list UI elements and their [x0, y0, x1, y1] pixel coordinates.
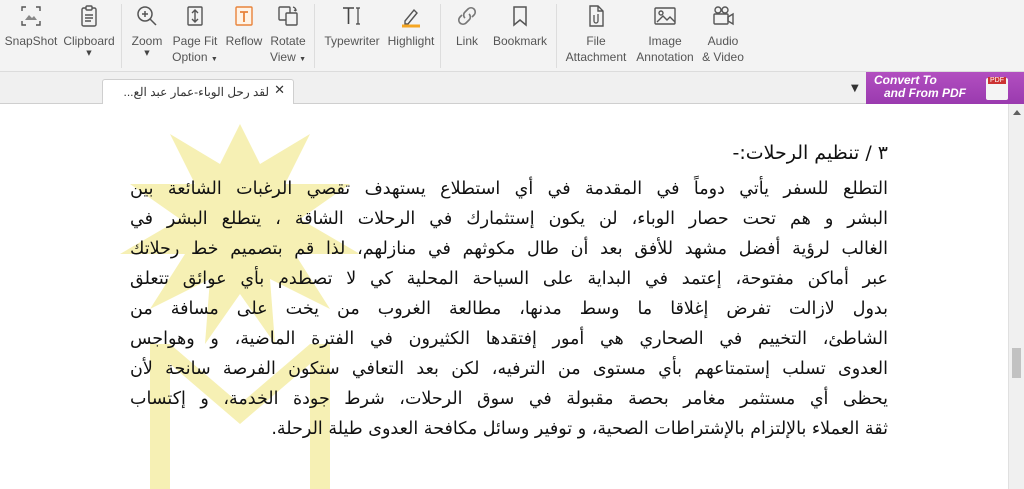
toolbar-separator	[440, 4, 441, 68]
file-attachment-label	[566, 33, 627, 65]
image-annotation-icon	[652, 3, 678, 29]
zoom-dropdown-icon[interactable]: ▼	[144, 49, 150, 57]
zoom-label: Zoom	[131, 34, 163, 48]
toolbar-separator	[314, 4, 315, 68]
document-text-content	[130, 140, 888, 444]
document-page[interactable]	[0, 104, 1008, 489]
audio-video-button[interactable]	[700, 0, 746, 72]
rotate-view-label-line1: Rotate	[270, 34, 306, 48]
page-fit-icon	[182, 3, 208, 29]
ribbon-toolbar	[0, 0, 1024, 72]
toolbar-separator	[556, 4, 557, 68]
page-fit-option-button[interactable]	[170, 0, 220, 72]
scroll-up-arrow-icon[interactable]	[1013, 110, 1021, 115]
typewriter-icon	[339, 3, 365, 29]
paragraph-line: الشاطئ، التخييم في الصحاري هي أمور إفتقدها الكثيرون في الفترة الماضية، و وهواجس	[130, 329, 888, 349]
tab-list-dropdown-icon[interactable]: ▼	[851, 83, 859, 94]
paragraph-line: الغالب لرؤية أفضل مشهد للأفق بعد أن طال مكوثهم في منازلهم، لذا قم بتصميم خط رحلاتك	[130, 239, 888, 259]
audio-video-icon	[710, 3, 736, 29]
file-attachment-button[interactable]	[562, 0, 630, 72]
rotate-view-label-line2	[270, 49, 306, 65]
highlight-icon	[398, 3, 424, 29]
clipboard-button[interactable]	[62, 0, 116, 72]
document-tab[interactable]	[102, 79, 294, 105]
convert-banner-text	[874, 74, 966, 100]
bookmark-icon	[507, 3, 533, 29]
rotate-view-button[interactable]	[266, 0, 310, 72]
zoom-button[interactable]	[126, 0, 168, 72]
file-attachment-icon	[583, 3, 609, 29]
vertical-scrollbar[interactable]	[1008, 104, 1024, 489]
image-annotation-button[interactable]	[634, 0, 696, 72]
clipboard-label: Clipboard	[63, 34, 115, 48]
link-label: Link	[455, 34, 478, 48]
typewriter-label: Typewriter	[324, 34, 380, 48]
reflow-icon	[231, 3, 257, 29]
file-attachment-label-line1: File	[586, 34, 606, 48]
snapshot-icon	[18, 3, 44, 29]
rotate-view-label-line2-text: View	[269, 50, 296, 64]
link-icon	[454, 3, 480, 29]
audio-video-label	[702, 33, 744, 65]
section-heading: ٣ / تنظيم الرحلات:-	[732, 142, 888, 164]
page-fit-label-line1: Page Fit	[172, 34, 218, 48]
image-annotation-label-line1: Image	[648, 34, 682, 48]
reflow-label: Reflow	[225, 34, 263, 48]
convert-pdf-banner[interactable]	[866, 72, 1024, 104]
paragraph-line: عبر أماكن مفتوحة، إعتمد في البداية على السياحة المحلية كي لا تصطدم بأي عوائق تتعلق	[130, 269, 888, 289]
link-button[interactable]	[448, 0, 486, 72]
snapshot-button[interactable]	[2, 0, 60, 72]
reflow-button[interactable]	[222, 0, 266, 72]
typewriter-button[interactable]	[320, 0, 384, 72]
audio-video-label-line2: & Video	[702, 50, 744, 64]
paragraph-line: ثقة العملاء بالإلتزام بالإشتراطات الصحية، و توفير وسائل مكافحة العدوى طيلة الرحلة.	[271, 419, 888, 439]
highlight-label: Highlight	[387, 34, 435, 48]
page-fit-label	[172, 33, 218, 65]
rotate-view-label	[270, 33, 306, 65]
page-fit-label-line2-text: Option	[172, 50, 208, 64]
convert-banner-line1: Convert To	[874, 73, 937, 87]
audio-video-label-line1: Audio	[707, 34, 739, 48]
document-tab-title: لقد رحل الوباء-عمار عبد الع...	[123, 85, 269, 99]
file-attachment-label-line2: Attachment	[565, 50, 627, 64]
pdf-badge: PDF	[990, 77, 1004, 84]
toolbar-separator	[121, 4, 122, 68]
paragraph-line: بدول لازالت تفرض إغلاقا ما وسط مدنها، مطالعة الغروب من يخت على مسافة من	[130, 299, 888, 319]
zoom-icon	[134, 3, 160, 29]
rotate-view-dropdown-icon[interactable]: ▼	[299, 56, 307, 63]
snapshot-label: SnapShot	[4, 34, 58, 48]
scrollbar-thumb[interactable]	[1012, 348, 1021, 378]
page-fit-dropdown-icon[interactable]: ▼	[210, 56, 218, 63]
paragraph-line: التطلع للسفر يأتي دوماً في المقدمة في أي استطلاع يستهدف تقصي الرغبات الشائعة بين	[130, 179, 888, 199]
rotate-view-icon	[275, 3, 301, 29]
clipboard-icon	[76, 3, 102, 29]
convert-banner-line2: and From PDF	[884, 86, 967, 100]
page-fit-label-line2	[172, 49, 218, 65]
image-annotation-label-line2: Annotation	[636, 50, 694, 64]
close-icon[interactable]: ✕	[274, 83, 285, 98]
paragraph-line: البشر و هم تحت حصار الوباء، لن يكون إستثمارك في الرحلات الشاقة ، يتطلع البشر في	[130, 209, 888, 229]
paragraph-line: العدوى تسلب إستمتاعهم بأي مستوى من الترفيه، لكن بعد التعافي ستكون الفرصة سانحة لأن	[130, 359, 888, 379]
paragraph-line: يحظى أي مستثمر مغامر بحصة مقبولة في سوق الرحلات، شرط جودة الخدمة، و إكتساب	[130, 389, 888, 409]
highlight-button[interactable]	[386, 0, 436, 72]
bookmark-button[interactable]	[490, 0, 550, 72]
clipboard-dropdown-icon[interactable]: ▼	[86, 49, 92, 57]
image-annotation-label	[636, 33, 693, 65]
bookmark-label: Bookmark	[492, 34, 548, 48]
